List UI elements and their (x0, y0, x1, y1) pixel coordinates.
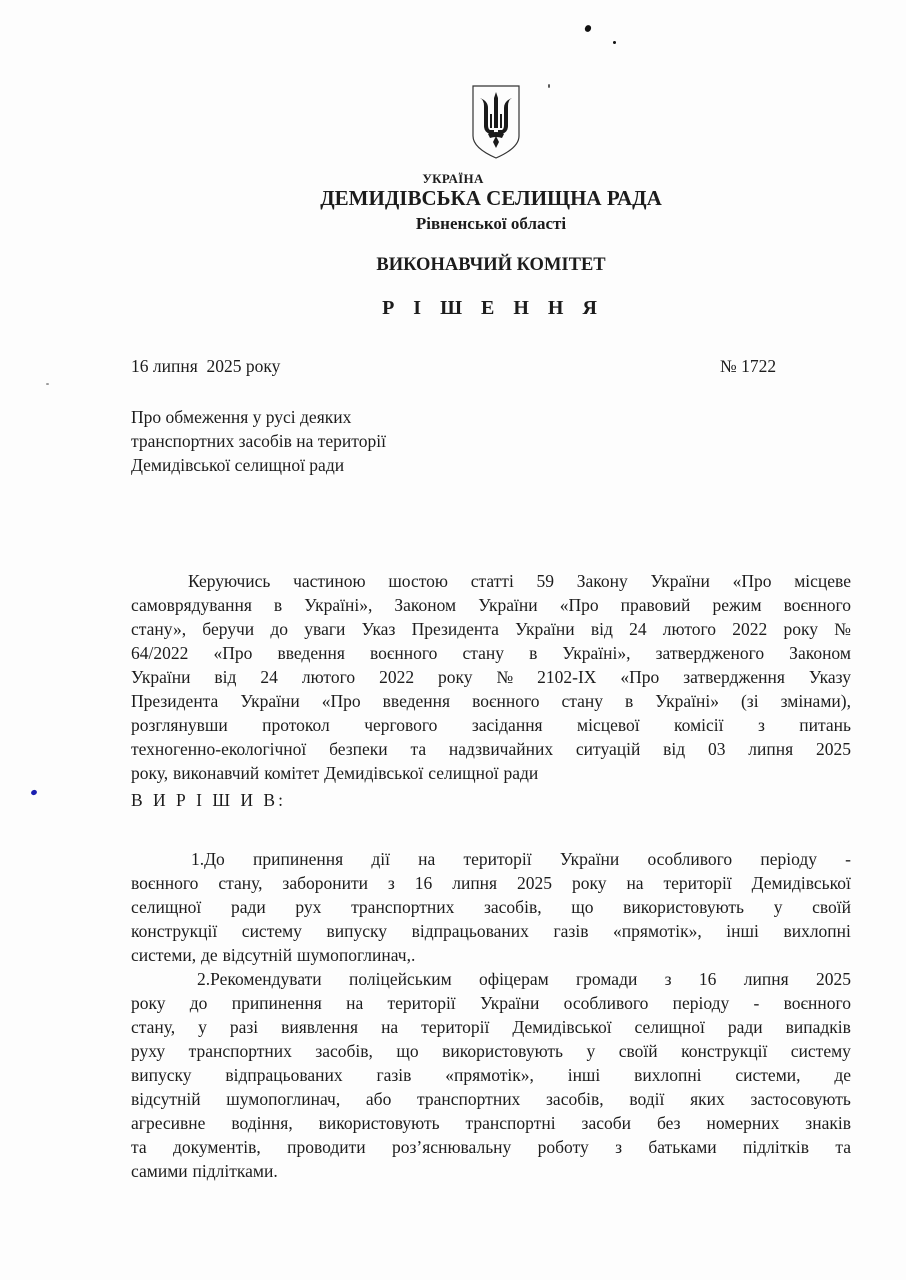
word: використовують (442, 1041, 564, 1061)
word: поліцейським (348, 969, 452, 989)
word: інші (726, 921, 759, 941)
word: та (410, 739, 427, 759)
council-heading: ДЕМИДІВСЬКА СЕЛИЩНА РАДА (320, 186, 662, 210)
word: липня (452, 873, 498, 893)
subject-line: Демидівської селищної ради (131, 455, 345, 475)
word: рух (295, 897, 322, 917)
word: періоду (760, 849, 817, 869)
word: - (753, 993, 760, 1013)
text-line (131, 919, 851, 943)
word: «прямотік», (445, 1065, 534, 1085)
word: разі (229, 1017, 259, 1037)
word: засобів, (315, 1041, 373, 1061)
word: України (515, 619, 575, 639)
word: воєнного (472, 691, 540, 711)
text-line (131, 1015, 851, 1039)
text-line (131, 1039, 851, 1063)
word: у (773, 897, 783, 917)
word: 2102-ІХ (537, 667, 597, 687)
trident-coat-of-arms-icon (470, 84, 522, 160)
country-heading: УКРАЇНА (422, 171, 484, 186)
word: особливого (563, 993, 649, 1013)
text-line (131, 713, 851, 737)
word: стану», (131, 619, 187, 639)
word: Демидівської (512, 1017, 612, 1037)
word: ради (727, 1017, 763, 1037)
word: селищної (634, 1017, 705, 1037)
word: шумопоглинач,. (297, 945, 416, 965)
word: липня (743, 969, 789, 989)
word: стану, (218, 873, 263, 893)
word: системи, (735, 1065, 801, 1085)
word: території (663, 873, 732, 893)
word: систему (790, 1041, 851, 1061)
word: беручи (202, 619, 255, 639)
word: ради (230, 897, 266, 917)
word: особливого (647, 849, 733, 869)
word: режим (712, 595, 762, 615)
word: агресивне (131, 1113, 206, 1133)
word: від (214, 667, 237, 687)
word: на (346, 993, 364, 1013)
text-line (131, 641, 851, 665)
word: 2.Рекомендувати (197, 969, 322, 989)
text-line (131, 737, 851, 761)
word: з (664, 969, 672, 989)
text-line (131, 617, 851, 641)
word: стану, (131, 1017, 176, 1037)
word: техногенно-екологічної (131, 739, 307, 759)
resolved-label: В И Р І Ш И В: (131, 790, 286, 810)
word: лютого (662, 619, 717, 639)
word: безпеки (329, 739, 388, 759)
word: підлітків (742, 1137, 809, 1157)
word: № (834, 619, 851, 639)
word: батьками (648, 1137, 717, 1157)
word: номерних (706, 1113, 780, 1133)
decision-item-1 (131, 847, 851, 967)
word: Керуючись (188, 571, 271, 591)
word: України (479, 993, 540, 1013)
subject-line: Про обмеження у русі деяких (131, 407, 352, 427)
word: року, (131, 763, 169, 783)
word: воєнного (783, 595, 851, 615)
word: засобів, (546, 1089, 604, 1109)
word: самими (131, 1161, 188, 1181)
word: транспортні (465, 1113, 556, 1133)
word: 2025 (815, 739, 851, 759)
word: України (131, 667, 191, 687)
word: дії (371, 849, 390, 869)
word: документів, (172, 1137, 261, 1157)
word: заборонити (282, 873, 368, 893)
word: у (198, 1017, 207, 1037)
text-line (131, 1135, 851, 1159)
word: 24 (629, 619, 647, 639)
word: 64/2022 (131, 643, 189, 663)
word: року (783, 619, 818, 639)
word: транспортних (188, 1041, 292, 1061)
word: «Про (559, 595, 599, 615)
word: розглянувши (131, 715, 228, 735)
word: виявлення (281, 1017, 359, 1037)
word: припинення (231, 993, 322, 1013)
word: Указу (808, 667, 851, 687)
word: конструкції (131, 921, 218, 941)
word: затвердженого (655, 643, 765, 663)
word: Указ (361, 619, 396, 639)
committee-heading: ВИКОНАВЧИЙ КОМІТЕТ (376, 255, 606, 275)
word: засобів, (483, 897, 542, 917)
word: або (365, 1089, 392, 1109)
word: 16 (698, 969, 717, 989)
text-line (131, 1159, 851, 1183)
word: 03 (707, 739, 726, 759)
word: надзвичайних (448, 739, 554, 759)
scan-speck (584, 24, 593, 33)
word: на (418, 849, 436, 869)
word: від (590, 619, 613, 639)
word: у (586, 1041, 596, 1061)
subject-line: транспортних засобів на території (131, 431, 386, 451)
word: правовий (620, 595, 691, 615)
text-line (131, 569, 851, 593)
word: стану (462, 643, 504, 663)
word: відпрацьованих (225, 1065, 343, 1085)
word: території (387, 993, 456, 1013)
word: своїй (812, 897, 851, 917)
text-line (131, 1111, 851, 1135)
word: Закону (576, 571, 628, 591)
word: 24 (260, 667, 278, 687)
word: вихлопні (783, 921, 851, 941)
word: до (270, 619, 289, 639)
word: газів (553, 921, 589, 941)
word: системи, (131, 945, 197, 965)
word: змінами), (780, 691, 851, 711)
word: засоби (581, 1113, 631, 1133)
document-subject (131, 405, 386, 477)
word: ситуацій (575, 739, 641, 759)
word: періоду (672, 993, 730, 1013)
word: України (240, 691, 300, 711)
text-line (131, 871, 851, 895)
word: воєнного (131, 873, 199, 893)
word: 2022 (732, 619, 768, 639)
word: території (463, 849, 532, 869)
word: № (496, 667, 514, 687)
word: питань (799, 715, 851, 735)
word: знаків (805, 1113, 851, 1133)
text-line (131, 689, 851, 713)
word: використовують (623, 897, 745, 917)
word: з (757, 715, 765, 735)
word: систему (241, 921, 302, 941)
word: без (656, 1113, 681, 1133)
word: 1.До (191, 849, 225, 869)
word: Україні» (655, 691, 719, 711)
region-heading: Рівненської області (415, 214, 567, 233)
word: статті (470, 571, 514, 591)
word: стану (561, 691, 603, 711)
text-line (131, 1087, 851, 1111)
word: випуску (131, 1065, 192, 1085)
word: «Про (213, 643, 253, 663)
word: шумопоглинач, (226, 1089, 341, 1109)
word: чергового (364, 715, 438, 735)
word: проводити (287, 1137, 366, 1157)
word: року (571, 873, 607, 893)
word: випуску (326, 921, 388, 941)
word: до (189, 993, 208, 1013)
word: водіння, (231, 1113, 293, 1133)
word: де (201, 945, 218, 965)
preamble-paragraph (131, 569, 851, 785)
word: з (615, 1137, 622, 1157)
text-line (131, 967, 851, 991)
word: офіцерам (478, 969, 549, 989)
word: в (529, 643, 538, 663)
word: 2025 (815, 969, 851, 989)
word: липня (748, 739, 794, 759)
word: відсутній (222, 945, 293, 965)
word: року (438, 667, 473, 687)
word: ради (503, 763, 539, 783)
word: на (381, 1017, 399, 1037)
word: затвердження (683, 667, 785, 687)
document-date: 16 липня 2025 року (131, 356, 281, 376)
word: що (396, 1041, 419, 1061)
document-number: № 1722 (720, 356, 777, 376)
word: що (571, 897, 594, 917)
word: введення (277, 643, 345, 663)
word: вихлопні (634, 1065, 702, 1085)
decision-item-2 (131, 967, 851, 1183)
text-line (131, 1063, 851, 1087)
word: підлітками. (192, 1161, 278, 1181)
text-line (131, 847, 851, 871)
scan-speck (548, 84, 550, 88)
text-line (131, 991, 851, 1015)
word: в (625, 691, 634, 711)
word: Демидівської (324, 763, 424, 783)
word: роз’яснювальну (392, 1137, 512, 1157)
word: з (387, 873, 395, 893)
word: року (131, 993, 166, 1013)
word: селищної (428, 763, 499, 783)
word: засідання (471, 715, 543, 735)
word: своїй (618, 1041, 658, 1061)
word: 16 (414, 873, 433, 893)
word: самоврядування (131, 595, 252, 615)
word: інші (567, 1065, 601, 1085)
word: 2025 (517, 873, 553, 893)
word: комісії (674, 715, 724, 735)
word: 2022 (379, 667, 415, 687)
text-line (131, 593, 851, 617)
word: відпрацьованих (411, 921, 529, 941)
word: на (626, 873, 644, 893)
word: конструкції (681, 1041, 768, 1061)
word: «Про (732, 571, 772, 591)
scan-speck (613, 41, 616, 44)
word: воєнного (369, 643, 438, 663)
word: «Про (321, 691, 361, 711)
word: шостою (388, 571, 448, 591)
word: відсутній (131, 1089, 201, 1109)
document-type-heading: Р І Ш Е Н Н Я (382, 297, 604, 319)
word: Президента (411, 619, 499, 639)
scan-speck (46, 383, 49, 385)
word: громади (576, 969, 638, 989)
word: водії (629, 1089, 665, 1109)
word: території (421, 1017, 490, 1037)
text-line (131, 943, 851, 967)
word: застосовують (750, 1089, 851, 1109)
word: припинення (253, 849, 344, 869)
word: місцеве (794, 571, 851, 591)
word: руху (131, 1041, 166, 1061)
word: Законом (394, 595, 457, 615)
word: комітет (264, 763, 320, 783)
word: роботу (537, 1137, 589, 1157)
word: та (131, 1137, 147, 1157)
word: України (650, 571, 710, 591)
word: уваги (304, 619, 346, 639)
word: від (663, 739, 686, 759)
word: виконавчий (173, 763, 260, 783)
word: України (559, 849, 620, 869)
word: в (273, 595, 283, 615)
text-line (131, 665, 851, 689)
text-line (131, 895, 851, 919)
word: Законом (789, 643, 851, 663)
word: України (478, 595, 538, 615)
word: лютого (301, 667, 356, 687)
word: частиною (293, 571, 366, 591)
ink-dot (30, 789, 38, 796)
word: місцевої (577, 715, 640, 735)
word: «Про (620, 667, 660, 687)
word: селищної (131, 897, 202, 917)
word: використовують (318, 1113, 440, 1133)
word: Україні», (304, 595, 373, 615)
word: Демидівської (751, 873, 851, 893)
word: випадків (785, 1017, 851, 1037)
word: Україні», (562, 643, 631, 663)
word: «прямотік», (613, 921, 702, 941)
word: Президента (131, 691, 219, 711)
text-line (131, 761, 851, 785)
word: яких (690, 1089, 725, 1109)
word: де (834, 1065, 851, 1085)
word: транспортних (351, 897, 455, 917)
word: воєнного (783, 993, 851, 1013)
word: газів (376, 1065, 412, 1085)
word: та (835, 1137, 851, 1157)
word: (зі (740, 691, 759, 711)
word: - (845, 849, 851, 869)
word: введення (382, 691, 451, 711)
word: транспортних (417, 1089, 521, 1109)
word: протокол (262, 715, 330, 735)
word: 59 (536, 571, 555, 591)
